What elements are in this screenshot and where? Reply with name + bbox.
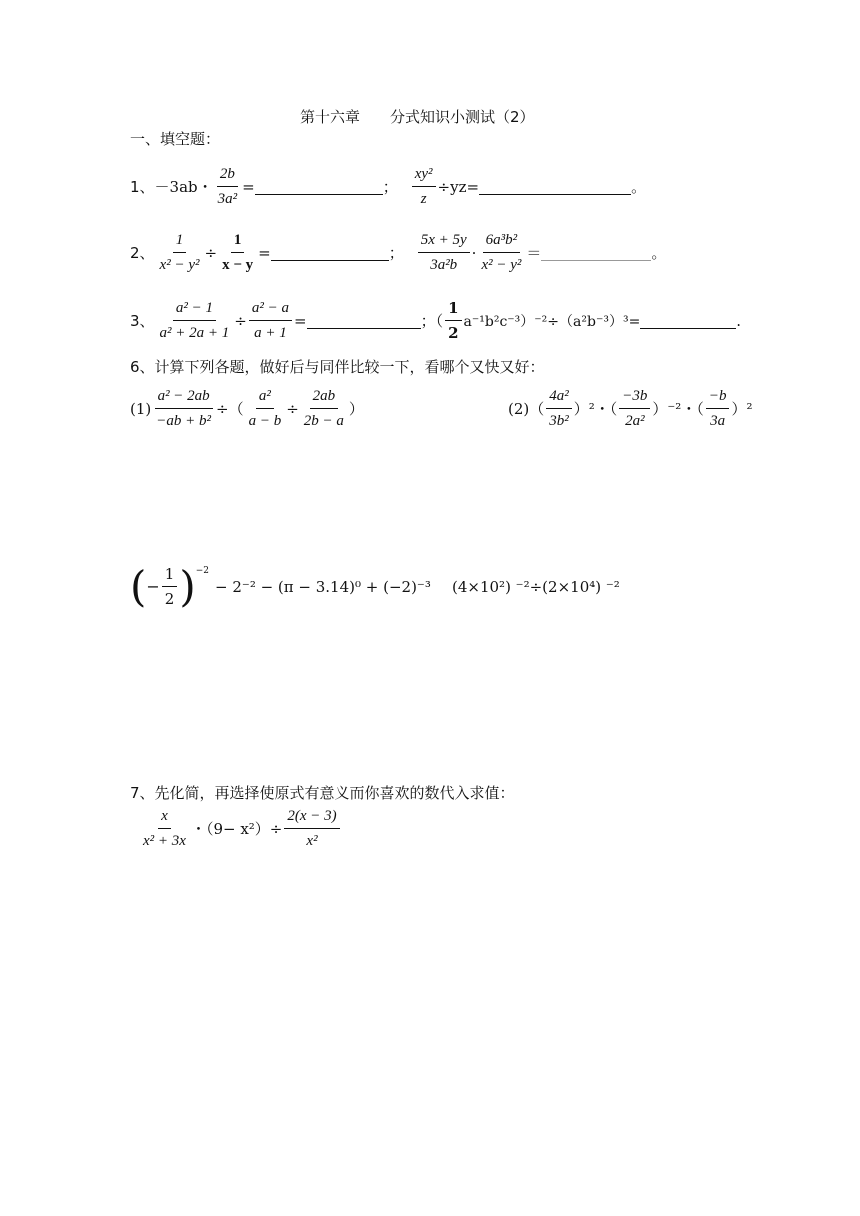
q3-fraction-a xyxy=(157,298,233,343)
fraction-denominator: x² − y² xyxy=(159,257,200,273)
q2-divide: ÷ xyxy=(204,243,218,262)
fraction-denominator: x − y xyxy=(222,257,254,273)
q3-equals: = xyxy=(294,311,307,330)
q1-answer-blank-a[interactable] xyxy=(255,178,383,195)
fraction-numerator: 5x + 5y xyxy=(418,230,470,253)
q3-divide: ÷ xyxy=(234,311,247,330)
fraction-denominator: 2a² xyxy=(625,413,645,429)
open-paren: ( xyxy=(130,561,147,611)
p1-fraction-1 xyxy=(153,386,214,431)
q2-equals: = xyxy=(258,243,271,262)
p2-middle-1: ）²・（ xyxy=(573,400,618,418)
fraction-numerator: 6a³b² xyxy=(483,230,521,253)
q1-end: 。 xyxy=(631,178,647,196)
fraction-denominator: a − b xyxy=(248,413,282,429)
q3-number: 3、 xyxy=(130,312,155,330)
fraction-numerator: 2b xyxy=(217,164,238,187)
p1-fraction-3 xyxy=(301,386,347,431)
fraction-denominator: 3b² xyxy=(549,413,569,429)
fraction-numerator: xy² xyxy=(412,164,436,187)
p1-close: ） xyxy=(348,400,364,418)
q7-fraction-2 xyxy=(284,806,339,851)
q1-separator: ； xyxy=(382,178,398,196)
q1-prefix: －3ab・ xyxy=(154,178,213,196)
question-7-text: 7、先化简，再选择使原式有意义而你喜欢的数代入求值： xyxy=(130,784,515,802)
fraction-numerator: 4a² xyxy=(546,386,572,409)
q2-fraction-c xyxy=(418,230,470,275)
p1-divide: ÷ xyxy=(286,399,299,418)
fraction-denominator: 3a xyxy=(710,413,726,429)
fraction-numerator: 1 xyxy=(162,564,178,587)
fraction-numerator: 1 xyxy=(173,230,187,253)
page-title: 第十六章 分式知识小测试（2） xyxy=(300,108,535,126)
q7-middle: ・（9− x²）÷ xyxy=(190,820,283,838)
fraction-denominator: a + 1 xyxy=(254,325,287,341)
p2-fraction-3 xyxy=(706,386,730,431)
q1-number: 1、 xyxy=(130,178,155,196)
q1-fraction-a xyxy=(215,164,241,209)
p3-fraction xyxy=(162,564,178,609)
q3-fraction-c xyxy=(445,298,461,343)
question-6-text: 6、计算下列各题，做好后与同伴比较一下，看哪个又快又好： xyxy=(130,358,545,376)
q2-fraction-d xyxy=(478,230,524,275)
fraction-denominator: x² + 3x xyxy=(143,833,186,849)
p1-divide-open: ÷（ xyxy=(216,400,244,418)
q7-expression xyxy=(138,806,342,851)
q2-separator: ； xyxy=(388,244,404,262)
q1-answer-blank-b[interactable] xyxy=(479,178,631,195)
q3-separator: ；（ xyxy=(420,312,444,330)
question-1 xyxy=(130,164,646,209)
p2-end: ）² xyxy=(731,400,753,418)
fraction-numerator: a² − 1 xyxy=(173,298,216,321)
fraction-numerator: a² − a xyxy=(249,298,292,321)
q2-answer-blank-a[interactable] xyxy=(271,244,389,261)
fraction-denominator: 2b − a xyxy=(303,413,344,429)
q3-answer-blank-a[interactable] xyxy=(307,312,421,329)
p2-middle-2: ）⁻²・（ xyxy=(652,400,704,418)
q3-answer-blank-b[interactable] xyxy=(640,312,736,329)
close-paren: ) xyxy=(179,561,196,611)
fraction-denominator: −ab + b² xyxy=(156,413,211,429)
q6-problem-1 xyxy=(130,386,364,431)
question-2 xyxy=(130,230,666,275)
section-heading: 一、填空题： xyxy=(130,130,221,148)
question-3 xyxy=(130,298,741,343)
fraction-numerator: −3b xyxy=(619,386,650,409)
q2-dot: · xyxy=(471,243,477,262)
q2-fraction-b xyxy=(219,230,256,275)
q2-end: 。 xyxy=(651,244,667,262)
p2-fraction-1 xyxy=(546,386,572,431)
q3-expression: a⁻¹b²c⁻³）⁻²÷（a²b⁻³）³= xyxy=(463,313,641,330)
fraction-numerator: a² − 2ab xyxy=(155,386,213,409)
q6-problem-2 xyxy=(508,386,752,431)
p3-rest: − 2⁻² − (π − 3.14)⁰ + (−2)⁻³ xyxy=(215,577,431,596)
q1-fraction-b xyxy=(412,164,436,209)
q2-number: 2、 xyxy=(130,244,155,262)
fraction-denominator: x² xyxy=(306,833,318,849)
fraction-numerator: 2ab xyxy=(310,386,339,409)
q6-problem-4: (4×10²) ⁻²÷(2×10⁴) ⁻² xyxy=(452,578,620,596)
fraction-denominator: z xyxy=(420,191,427,207)
fraction-denominator: 2 xyxy=(448,324,459,342)
q1-suffix: ÷yz= xyxy=(437,177,480,196)
fraction-numerator: x xyxy=(158,806,171,829)
fraction-numerator: 1 xyxy=(231,230,245,253)
fraction-denominator: 3a² xyxy=(217,191,238,207)
q1-equals: = xyxy=(242,177,255,196)
fraction-denominator: 3a²b xyxy=(430,257,458,273)
fraction-numerator: −b xyxy=(706,386,730,409)
p1-fraction-2 xyxy=(246,386,285,431)
q3-fraction-b xyxy=(249,298,292,343)
p1-label: (1) xyxy=(130,399,152,418)
q6-problem-3: ( − $\frac{1}{2}$ ) −2 − 2⁻² − (π − 3.14)⁰ + (−2)⁻³ xyxy=(130,561,431,611)
q2-answer-blank-b[interactable] xyxy=(541,244,651,261)
fraction-numerator: 1 xyxy=(445,298,461,321)
fraction-numerator: a² xyxy=(256,386,274,409)
p2-fraction-2 xyxy=(619,386,650,431)
fraction-denominator: 2 xyxy=(164,590,175,608)
q3-end: . xyxy=(736,311,742,330)
q2-fraction-a xyxy=(157,230,203,275)
fraction-denominator: x² − y² xyxy=(481,257,522,273)
fraction-denominator: a² + 2a + 1 xyxy=(159,325,230,341)
p3-exponent: −2 xyxy=(195,566,210,576)
fraction-numerator: 2(x − 3) xyxy=(284,806,339,829)
q7-fraction-1 xyxy=(140,806,189,851)
p2-label: (2)（ xyxy=(508,400,545,418)
q2-equals-2: ＝ xyxy=(526,244,542,262)
